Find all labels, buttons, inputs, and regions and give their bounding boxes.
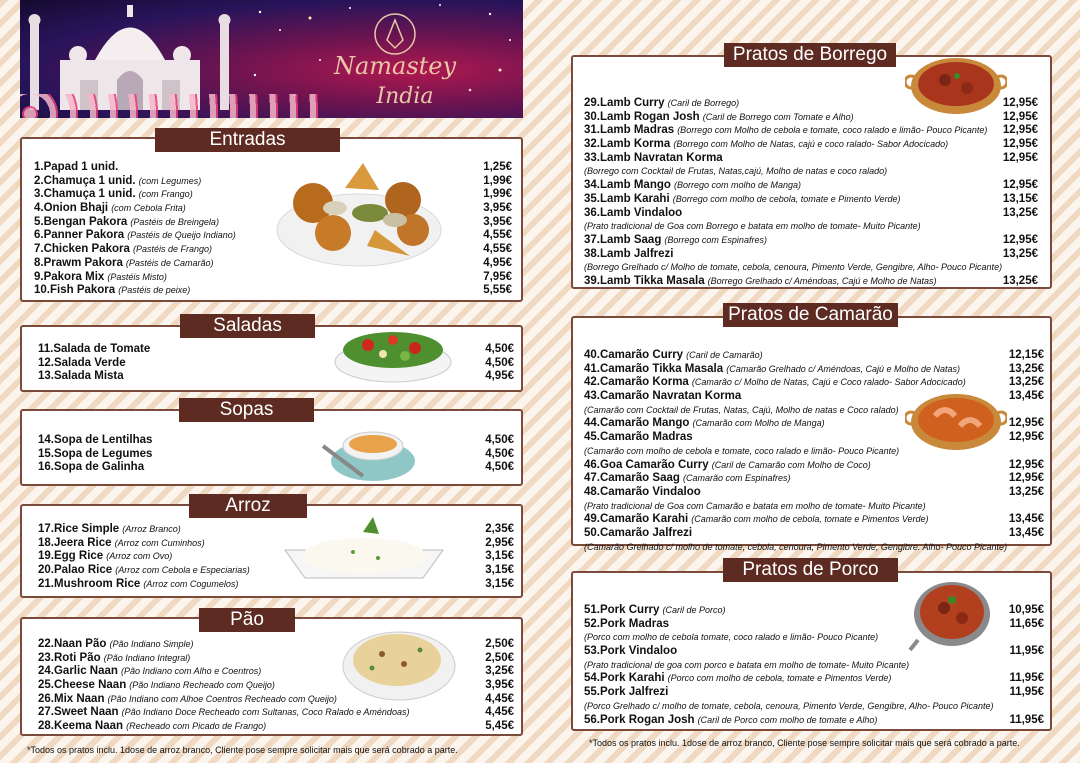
menu-item-note: (Camarão com molho de cebola e tomate, coco ralado e limão- Pouco Picante) <box>584 445 900 456</box>
menu-item <box>584 349 1044 363</box>
menu-item-note: (Borrego com Molho de Natas, cajú e coco ralado- Sabor Adocicado) <box>673 139 949 150</box>
menu-item <box>584 513 1044 527</box>
menu-item-price: 13,25€ <box>1008 362 1044 375</box>
pork-curry-image <box>908 570 1000 652</box>
menu-item-note: (Porco com molho de cebola tomate, coco ralado e limão- Pouco Picante) <box>584 632 879 643</box>
menu-item-name: 9.Pakora Mix <box>34 270 105 283</box>
menu-item-note: (Porco Grelhado c/ molho de tomate, cebola, cenoura, Pimento Verde, Gengibre, Alho- Pouco Picante) <box>584 700 994 711</box>
menu-item-note: (Caril de Borrego) <box>667 98 740 108</box>
menu-item-note: (Camarão com Molho de Manga) <box>692 418 825 429</box>
menu-item-name: 13.Salada Mista <box>38 370 124 383</box>
menu-item-name: 15.Sopa de Legumes <box>38 447 153 460</box>
menu-item-note: (Camarão Grelhado c/ molho de tomate, cebola, cenoura, Pimento Verde, Gengibre. Alho- Pouco Picante) <box>584 541 1008 552</box>
menu-item-price: 12,95€ <box>1008 458 1044 471</box>
menu-item-price: 4,50€ <box>485 434 514 446</box>
menu-item-name: 24.Garlic Naan <box>38 665 118 678</box>
menu-item-name: 35.Lamb Karahi <box>584 192 670 205</box>
menu-item-price: 3,95€ <box>483 202 512 215</box>
menu-item-note: (Caril de Camarão) <box>686 350 763 360</box>
menu-item-name: 31.Lamb Madras <box>584 124 675 137</box>
menu-item-name: 41.Camarão Tikka Masala <box>584 362 724 375</box>
menu-item-note: (Arroz com Cuminhos) <box>114 537 205 548</box>
menu-item-name: 20.Palao Rice <box>38 564 113 577</box>
menu-item-price: 7,95€ <box>483 270 512 283</box>
sopas-list <box>38 434 514 475</box>
menu-item-price: 12,95€ <box>1002 110 1038 123</box>
menu-item-price: 3,95€ <box>485 679 514 692</box>
menu-item-price: 3,15€ <box>485 564 514 577</box>
menu-item-name: 45.Camarão Madras <box>584 431 693 444</box>
menu-item-note: (Camarão c/ Molho de Natas, Cajú e Coco ralado- Sabor Adocicado) <box>691 377 966 388</box>
menu-item-price: 12,95€ <box>1008 417 1044 430</box>
menu-item-name: 26.Mix Naan <box>38 692 105 705</box>
menu-item-price: 2,35€ <box>485 523 514 535</box>
menu-item-note: (Pastéis de Breingela) <box>130 216 219 227</box>
menu-item-price: 3,95€ <box>483 215 512 228</box>
menu-item-name: 19.Egg Rice <box>38 550 104 563</box>
menu-item-price: 12,95€ <box>1008 431 1044 444</box>
menu-item <box>38 720 514 734</box>
menu-item-name: 34.Lamb Mango <box>584 179 671 192</box>
menu-item-note: (Pão Indiano Doce Recheado com Sultanas, Coco Ralado e Améndoas) <box>121 707 410 718</box>
menu-item-name: 37.Lamb Saag <box>584 233 662 246</box>
menu-item <box>584 714 1044 728</box>
menu-item <box>584 179 1038 193</box>
menu-item-name: 48.Camarão Vindaloo <box>584 485 701 498</box>
menu-item-description <box>584 220 1038 234</box>
menu-item-name: 4.Onion Bhaji <box>34 202 109 215</box>
menu-item <box>584 152 1038 166</box>
menu-item <box>584 275 1038 289</box>
menu-item <box>34 271 512 285</box>
menu-item-name: 40.Camarão Curry <box>584 349 684 361</box>
menu-item-note: (Pão Indiano Recheado com Queijo) <box>129 680 275 691</box>
menu-item-note: (Pastéis de Frango) <box>132 244 212 255</box>
menu-item-price: 3,15€ <box>485 577 514 590</box>
menu-item-price: 3,25€ <box>485 665 514 678</box>
flowers-decoration <box>20 94 320 118</box>
menu-item-price: 13,25€ <box>1008 485 1044 498</box>
menu-item-name: 29.Lamb Curry <box>584 97 665 109</box>
menu-item-note: (Caril de Porco) <box>662 605 726 615</box>
pao-title: Pão <box>199 608 295 632</box>
menu-item-name: 38.Lamb Jalfrezi <box>584 247 674 260</box>
menu-item-name: 23.Roti Pão <box>38 651 101 664</box>
menu-item-price: 4,50€ <box>485 343 514 355</box>
menu-item-note: (com Cebola Frita) <box>111 203 186 214</box>
menu-item-name: 2.Chamuça 1 unid. <box>34 174 136 187</box>
menu-item-name: 51.Pork Curry <box>584 604 660 616</box>
menu-item-price: 5,45€ <box>485 720 514 733</box>
menu-item-name: 18.Jeera Rice <box>38 536 112 549</box>
menu-item-note: (com Legumes) <box>138 175 202 186</box>
menu-item-price: 3,15€ <box>485 550 514 563</box>
menu-item-note: (Pão Indiano com Alho e Coentros) <box>120 666 262 677</box>
porco-title: Pratos de Porco <box>723 558 898 582</box>
menu-item-price: 2,50€ <box>485 651 514 664</box>
pakora-plate-image <box>275 158 443 270</box>
menu-item-note: (Borrego com Espinafres) <box>664 234 767 245</box>
menu-item <box>584 207 1038 221</box>
menu-item-note: (Caril de Porco com molho de tomate e Alho) <box>697 714 878 725</box>
menu-item-price: 2,50€ <box>485 638 514 650</box>
rice-plate-image <box>283 512 445 592</box>
menu-item-price: 12,15€ <box>1008 349 1044 361</box>
menu-item <box>584 472 1044 486</box>
menu-item-price: 13,45€ <box>1008 526 1044 539</box>
menu-item-name: 14.Sopa de Lentilhas <box>38 434 153 446</box>
menu-item-name: 47.Camarão Saag <box>584 472 680 485</box>
menu-item-note: (Arroz com Cebola e Especiarias) <box>115 565 250 576</box>
menu-item-price: 4,50€ <box>485 447 514 460</box>
naan-plate-image <box>342 624 457 702</box>
borrego-list <box>584 97 1038 289</box>
menu-item <box>584 527 1044 541</box>
menu-item-description <box>584 700 1044 714</box>
menu-item-note: (Arroz com Ovo) <box>106 551 173 562</box>
menu-item <box>38 706 514 720</box>
menu-item-note: (Arroz Branco) <box>122 524 181 534</box>
menu-item-note: (Camarão Grelhado c/ Améndoas, Cajú e Molho de Natas) <box>726 363 960 374</box>
menu-item <box>584 248 1038 262</box>
menu-item <box>584 672 1044 686</box>
menu-item-name: 1.Papad 1 unid. <box>34 161 119 173</box>
borrego-title: Pratos de Borrego <box>724 43 896 67</box>
menu-item-price: 11,95€ <box>1009 672 1044 685</box>
menu-item-price: 11,95€ <box>1009 645 1044 658</box>
menu-item-name: 21.Mushroom Rice <box>38 577 141 590</box>
menu-item <box>38 461 514 475</box>
menu-item-note: (Borrego com Cocktail de Frutas, Natas,cajú, Molho de natas e coco ralado) <box>584 166 888 177</box>
menu-item-name: 28.Keema Naan <box>38 720 124 733</box>
menu-item-note: (com Frango) <box>138 189 193 200</box>
menu-item-name: 44.Camarão Mango <box>584 417 690 430</box>
menu-item-name: 56.Pork Rogan Josh <box>584 713 695 726</box>
menu-item-price: 13,15€ <box>1002 192 1038 205</box>
menu-item-price: 11,95€ <box>1009 686 1044 699</box>
menu-item-name: 16.Sopa de Galinha <box>38 461 145 474</box>
camarao-title: Pratos de Camarão <box>723 303 898 327</box>
menu-item-description <box>584 659 1044 673</box>
menu-item-name: 54.Pork Karahi <box>584 672 665 685</box>
menu-item <box>584 363 1044 377</box>
menu-item-note: (Arroz com Cogumelos) <box>143 578 239 589</box>
menu-item <box>34 284 512 298</box>
menu-item-price: 10,95€ <box>1008 604 1044 616</box>
menu-item-price: 4,55€ <box>483 243 512 256</box>
menu-item-name: 5.Bengan Pakora <box>34 215 128 228</box>
menu-item-note: (Recheado com Picado de Frango) <box>126 721 267 732</box>
shrimp-curry-image <box>905 386 1007 456</box>
brand-name: Namastey <box>333 52 457 80</box>
menu-item-price: 13,25€ <box>1002 274 1038 287</box>
menu-item-note: (Caril de Borrego com Tomate e Alho) <box>702 111 854 122</box>
menu-item-note: (Borrego com Molho de cebola e tomate, coco ralado e limão- Pouco Picante) <box>677 125 988 136</box>
brand-name-2: India <box>376 84 434 109</box>
menu-item <box>38 448 514 462</box>
menu-item-price: 13,25€ <box>1002 206 1038 219</box>
menu-item-price: 4,95€ <box>485 370 514 383</box>
menu-item-name: 49.Camarão Karahi <box>584 513 689 526</box>
menu-item-name: 39.Lamb Tikka Masala <box>584 274 705 287</box>
menu-item-price: 12,95€ <box>1002 97 1038 109</box>
saladas-title: Saladas <box>180 314 315 338</box>
menu-item-price: 13,45€ <box>1008 513 1044 526</box>
menu-item-name: 3.Chamuça 1 unid. <box>34 188 136 201</box>
arroz-title: Arroz <box>189 494 307 518</box>
menu-item-price: 2,95€ <box>485 536 514 549</box>
menu-item <box>584 459 1044 473</box>
menu-item-name: 17.Rice Simple <box>38 523 120 535</box>
footnote-right: *Todos os pratos inclu. 1dose de arroz branco, Cliente pose sempre solicitar mais que será cobrado a parte. <box>589 738 1020 748</box>
menu-item-price: 4,50€ <box>485 356 514 369</box>
lamb-curry-image <box>905 48 1007 118</box>
menu-item-name: 6.Panner Pakora <box>34 229 125 242</box>
menu-item-note: (Prato tradicional de Goa com Borrego e batata em molho de tomate- Muito Picante) <box>584 221 921 232</box>
menu-item-description <box>584 541 1044 555</box>
menu-item-name: 32.Lamb Korma <box>584 138 671 151</box>
menu-item-note: (Borrego Grelhado c/ Améndoas, Cajú e Molho de Natas) <box>707 275 937 286</box>
menu-item <box>584 486 1044 500</box>
menu-item-price: 11,95€ <box>1009 713 1044 726</box>
menu-item-price: 1,99€ <box>483 174 512 187</box>
menu-item-price: 13,25€ <box>1002 247 1038 260</box>
menu-item-price: 12,95€ <box>1002 124 1038 137</box>
menu-item-name: 25.Cheese Naan <box>38 679 127 692</box>
menu-item-price: 12,95€ <box>1002 151 1038 164</box>
menu-item-name: 55.Pork Jalfrezi <box>584 686 669 699</box>
menu-item-note: (Pastéis de peixe) <box>118 285 191 296</box>
menu-item <box>38 434 514 448</box>
menu-item-note: (Pão Indiano Simple) <box>109 639 194 649</box>
menu-item-price: 4,45€ <box>485 692 514 705</box>
menu-item-note: (Camarão com molho de cebola, tomate e Pimentos Verde) <box>691 514 929 525</box>
header-banner <box>20 0 523 118</box>
menu-item-price: 4,55€ <box>483 229 512 242</box>
menu-item-name: 7.Chicken Pakora <box>34 243 130 256</box>
menu-item-name: 22.Naan Pão <box>38 638 107 650</box>
menu-item-note: (Pastéis de Queijo Indiano) <box>127 230 236 241</box>
menu-item-note: (Caril de Camarão com Molho de Coco) <box>711 459 871 470</box>
menu-item-price: 11,65€ <box>1009 617 1044 630</box>
menu-item-price: 5,55€ <box>483 284 512 297</box>
menu-item-price: 4,50€ <box>485 461 514 474</box>
entradas-title: Entradas <box>155 128 340 152</box>
menu-item-description <box>584 500 1044 514</box>
menu-item-description <box>584 261 1038 275</box>
menu-item-name: 42.Camarão Korma <box>584 376 689 389</box>
menu-item-price: 4,45€ <box>485 706 514 719</box>
menu-item-price: 12,95€ <box>1008 472 1044 485</box>
salad-bowl-image <box>333 320 453 386</box>
menu-item-description <box>584 165 1038 179</box>
sopas-title: Sopas <box>179 398 314 422</box>
menu-item-price: 13,45€ <box>1008 390 1044 403</box>
menu-item-note: (Prato tradicional de goa com porco e batata em molho de tomate- Muito Picante) <box>584 659 910 670</box>
menu-item-price: 12,95€ <box>1002 233 1038 246</box>
menu-item-note: (Pastéis Misto) <box>107 271 167 282</box>
menu-item <box>584 234 1038 248</box>
menu-item-name: 11.Salada de Tomate <box>38 343 151 355</box>
menu-item <box>584 193 1038 207</box>
footnote-left: *Todos os pratos inclu. 1dose de arroz branco, Cliente pose sempre solicitar mais que será cobrado a parte. <box>27 745 458 755</box>
menu-item-name: 52.Pork Madras <box>584 617 670 630</box>
menu-item-note: (Borrego Grelhado c/ Molho de tomate, cebola, cenoura, Pimento Verde, Gengibre, Alho- Pouco Picante) <box>584 262 1003 273</box>
menu-item-price: 4,95€ <box>483 256 512 269</box>
menu-item-name: 8.Prawm Pakora <box>34 256 123 269</box>
brand-logo <box>325 10 465 110</box>
menu-item-note: (Pão Indiano Integral) <box>103 652 191 663</box>
menu-item-note: (Pastéis de Camarão) <box>125 257 214 268</box>
menu-item <box>584 124 1038 138</box>
menu-item-price: 1,99€ <box>483 188 512 201</box>
menu-item-note: (Camarão com Cocktail de Frutas, Natas, Cajú, Molho de natas e Coco ralado) <box>584 404 899 415</box>
menu-item-name: 10.Fish Pakora <box>34 284 116 297</box>
menu-item-note: (Pão Indiano com Alhoe Coentros Recheado com Queijo) <box>107 693 337 704</box>
menu-item-price: 12,95€ <box>1002 179 1038 192</box>
soup-bowl-image <box>318 416 418 486</box>
menu-item-name: 33.Lamb Navratan Korma <box>584 151 723 164</box>
menu-item-name: 12.Salada Verde <box>38 356 126 369</box>
menu-item-price: 1,25€ <box>483 161 512 173</box>
menu-item-name: 43.Camarão Navratan Korma <box>584 390 742 403</box>
menu-item-name: 36.Lamb Vindaloo <box>584 206 683 219</box>
menu-item-note: (Borrego com molho de cebola, tomate e Pimento Verde) <box>672 193 901 204</box>
menu-item-name: 27.Sweet Naan <box>38 706 119 719</box>
menu-item-name: 30.Lamb Rogan Josh <box>584 110 700 123</box>
menu-item <box>584 686 1044 700</box>
menu-item-note: (Camarão com Espinafres) <box>682 473 791 484</box>
menu-item-note: (Prato tradicional de Goa com Camarão e batata em molho de tomate- Muito Picante) <box>584 500 926 511</box>
menu-item-name: 53.Pork Vindaloo <box>584 645 678 658</box>
menu-item-price: 12,95€ <box>1002 138 1038 151</box>
menu-item-price: 13,25€ <box>1008 376 1044 389</box>
menu-item-name: 50.Camarão Jalfrezi <box>584 526 693 539</box>
menu-item-note: (Borrego com molho de Manga) <box>673 180 802 191</box>
menu-item-note: (Porco com molho de cebola, tomate e Pimentos Verde) <box>667 673 892 684</box>
menu-item-name: 46.Goa Camarão Curry <box>584 458 709 471</box>
menu-item <box>584 138 1038 152</box>
